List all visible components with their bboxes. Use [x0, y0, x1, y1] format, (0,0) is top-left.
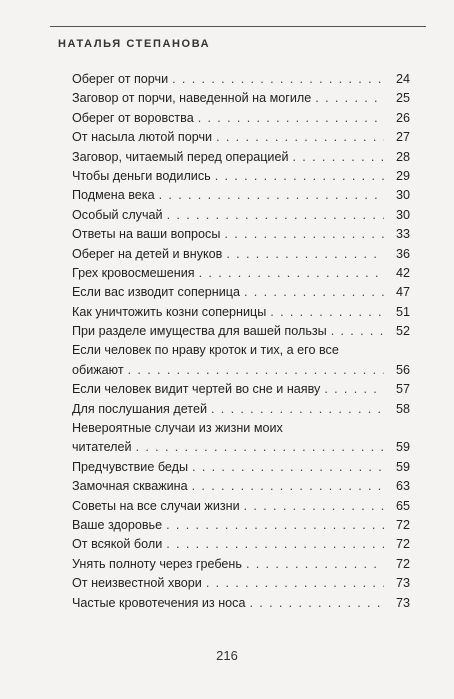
toc-entry — [72, 109, 410, 128]
dot-leader — [224, 225, 384, 244]
toc-entry-page: 57 — [395, 382, 410, 397]
toc-entry-title: Замочная скважина — [72, 479, 188, 494]
toc-entry — [72, 594, 410, 613]
dot-leader — [192, 477, 384, 496]
toc-entry-title: Если вас изводит соперница — [72, 285, 240, 300]
toc-entry — [72, 380, 410, 399]
toc-entry — [72, 206, 410, 225]
toc-entry-page: 25 — [395, 91, 410, 106]
toc-entry-page: 63 — [395, 479, 410, 494]
toc-entry-title: Грех кровосмешения — [72, 265, 195, 280]
table-of-contents — [72, 70, 410, 613]
toc-entry-title-line: Невероятные случаи из жизни моих — [72, 421, 283, 436]
toc-entry — [72, 264, 410, 283]
dot-leader — [246, 555, 384, 574]
toc-entry-page: 51 — [395, 304, 410, 319]
toc-entry — [72, 497, 410, 516]
toc-entry-page: 73 — [395, 595, 410, 610]
toc-entry-title: Унять полноту через гребень — [72, 556, 242, 571]
toc-entry-title: читателей — [72, 440, 132, 455]
page-number: 216 — [216, 648, 238, 663]
dot-leader — [216, 128, 384, 147]
toc-entry — [72, 400, 410, 419]
toc-entry-page: 52 — [395, 324, 410, 339]
toc-entry-page: 72 — [395, 517, 410, 532]
toc-entry-title: Оберег от воровства — [72, 110, 194, 125]
dot-leader — [199, 264, 384, 283]
toc-entry — [72, 245, 410, 264]
toc-entry-title: Для послушания детей — [72, 401, 207, 416]
toc-entry — [72, 70, 410, 89]
toc-entry-title: Советы на все случаи жизни — [72, 498, 240, 513]
toc-entry-title: Частые кровотечения из носа — [72, 595, 246, 610]
toc-entry-page: 47 — [395, 285, 410, 300]
running-head: НАТАЛЬЯ СТЕПАНОВА — [58, 38, 211, 50]
dot-leader — [324, 380, 384, 399]
dot-leader — [226, 245, 384, 264]
toc-entry — [72, 148, 410, 167]
toc-entry-page: 28 — [395, 149, 410, 164]
header-rule — [50, 26, 426, 27]
dot-leader — [244, 283, 384, 302]
toc-entry — [72, 555, 410, 574]
toc-entry — [72, 303, 410, 322]
toc-entry-title: Оберег от порчи — [72, 72, 169, 86]
toc-entry — [72, 225, 410, 244]
toc-entry-page: 73 — [395, 576, 410, 591]
toc-entry-page: 42 — [395, 265, 410, 280]
dot-leader — [166, 535, 384, 554]
dot-leader — [293, 148, 385, 167]
dot-leader — [315, 89, 384, 108]
toc-entry-title: Если человек видит чертей во сне и наяву — [72, 382, 321, 397]
toc-entry-title: Ответы на ваши вопросы — [72, 227, 221, 242]
toc-entry — [72, 167, 410, 186]
toc-entry-title: От неизвестной хвори — [72, 576, 202, 591]
dot-leader — [128, 361, 384, 380]
toc-entry-page: 65 — [395, 498, 410, 513]
toc-entry-title: От насыла лютой порчи — [72, 130, 213, 145]
toc-entry-title: Как уничтожить козни соперницы — [72, 304, 267, 319]
toc-entry-page: 29 — [395, 168, 410, 183]
toc-entry — [72, 516, 410, 535]
toc-entry — [72, 89, 410, 108]
dot-leader — [192, 458, 384, 477]
toc-entry-title: Подмена века — [72, 188, 155, 203]
toc-entry-page: 56 — [395, 362, 410, 377]
toc-entry-page: 33 — [395, 227, 410, 242]
toc-entry-title-line: Если человек по нраву кроток и тих, а его все — [72, 343, 339, 358]
toc-entry-title: Чтобы деньги водились — [72, 168, 211, 183]
toc-entry-page: 59 — [395, 440, 410, 455]
toc-entry-title: Предчувствие беды — [72, 459, 189, 474]
dot-leader — [211, 400, 384, 419]
toc-entry — [72, 322, 410, 341]
toc-entry — [72, 458, 410, 477]
toc-entry-title: обижают — [72, 362, 124, 377]
toc-entry — [72, 341, 410, 380]
dot-leader — [206, 574, 384, 593]
toc-entry — [72, 186, 410, 205]
toc-entry — [72, 535, 410, 554]
toc-entry-page: 58 — [395, 401, 410, 416]
toc-entry-page: 72 — [395, 537, 410, 552]
dot-leader — [159, 186, 384, 205]
dot-leader — [166, 516, 384, 535]
dot-leader — [198, 109, 384, 128]
toc-entry-page: 27 — [395, 130, 410, 145]
toc-entry-title: Заговор от порчи, наведенной на могиле — [72, 91, 312, 106]
toc-entry-page: 59 — [395, 459, 410, 474]
toc-entry-title: От всякой боли — [72, 537, 163, 552]
toc-entry-title: Ваше здоровье — [72, 517, 163, 532]
toc-entry — [72, 128, 410, 147]
dot-leader — [215, 167, 384, 186]
dot-leader — [172, 70, 384, 89]
dot-leader — [249, 594, 384, 613]
dot-leader — [270, 303, 384, 322]
toc-entry-title: Заговор, читаемый перед операцией — [72, 149, 289, 164]
toc-entry-page: 24 — [395, 72, 410, 86]
toc-entry-page: 30 — [395, 207, 410, 222]
dot-leader — [331, 322, 384, 341]
toc-entry-page: 26 — [395, 110, 410, 125]
dot-leader — [244, 497, 384, 516]
dot-leader — [167, 206, 384, 225]
toc-entry-page: 36 — [395, 246, 410, 261]
toc-entry — [72, 574, 410, 593]
toc-entry — [72, 419, 410, 458]
toc-entry-title: Оберег на детей и внуков — [72, 246, 223, 261]
toc-entry-page: 30 — [395, 188, 410, 203]
toc-entry — [72, 477, 410, 496]
toc-entry-title: При разделе имущества для вашей пользы — [72, 324, 327, 339]
toc-entry-title: Особый случай — [72, 207, 163, 222]
toc-entry-page: 72 — [395, 556, 410, 571]
dot-leader — [136, 438, 384, 457]
toc-entry — [72, 283, 410, 302]
